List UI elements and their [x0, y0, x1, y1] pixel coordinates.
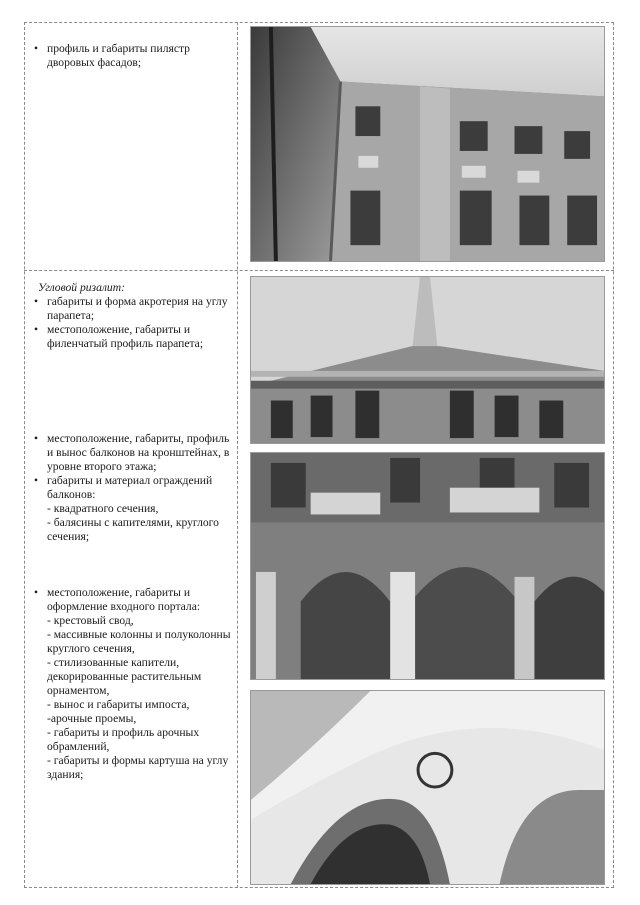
row1-text [32, 42, 232, 70]
corner-risalit-photo [250, 276, 605, 444]
list-item: • профиль и габариты пилястр дворовых фасадов; [34, 42, 190, 69]
row2-text-portal [32, 586, 232, 782]
list-item: • местоположение, габариты и филенчатый профиль парапета; [34, 323, 204, 350]
balconies-portal-photo [250, 452, 605, 680]
courtyard-facade-photo [250, 26, 605, 262]
table-row-divider [24, 270, 614, 271]
portal-vault-photo [250, 690, 605, 885]
table-column-divider [237, 22, 238, 888]
list-item: • габариты и форма акротерия на углу парапета; [34, 295, 228, 322]
list-item: • местоположение, габариты и оформление входного портала: - крестовый свод, - массивные колонны и полуколонны круглого сечения, - стилизованные капители, декорированные растительным орнаментом, - вынос и габариты импоста, -арочные проемы, - габариты и профиль арочных обрамлений, - габариты и формы картуша на углу здания; [34, 586, 231, 781]
list-item: • местоположение, габариты, профиль и вынос балконов на кронштейнах, в уровне второго этажа; [34, 432, 230, 473]
row2-text-top [32, 281, 232, 351]
list-item: • габариты и материал ограждений балконов: - квадратного сечения, - балясины с капителями, круглого сечения; [34, 474, 219, 543]
section-heading: Угловой ризалит: [38, 281, 125, 294]
row2-text-balconies [32, 432, 232, 544]
